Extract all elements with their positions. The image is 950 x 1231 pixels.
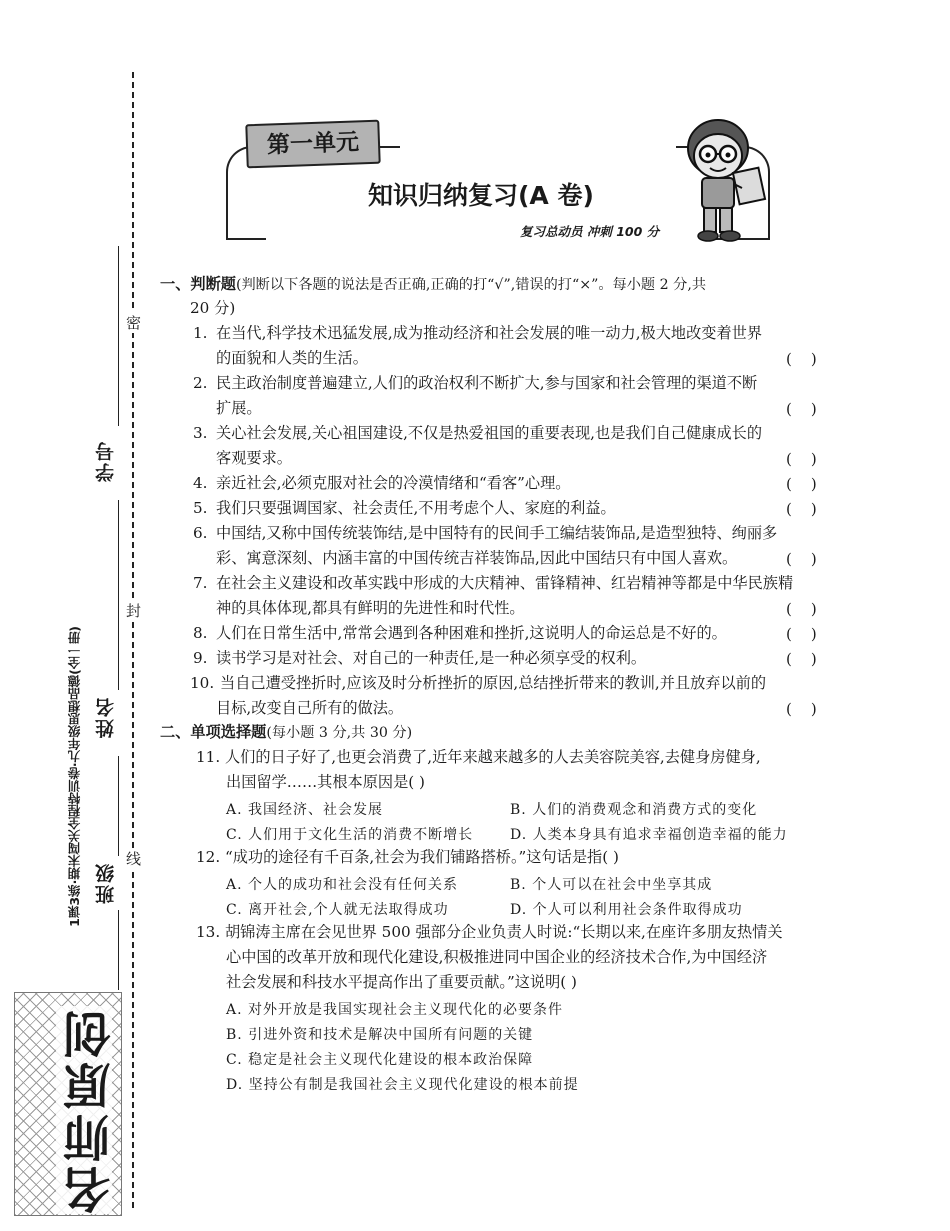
section1-instruction-cont: 20 分) [190, 299, 236, 317]
q1-line2: 的面貌和人类的生活。 [216, 349, 368, 367]
q11-line2: 出国留学……其根本原因是( ) [226, 773, 425, 791]
q13-option-c[interactable]: C. 稳定是社会主义现代化建设的根本政治保障 [226, 1052, 534, 1068]
q6-number: 6. [193, 524, 208, 542]
q13-option-d[interactable]: D. 坚持公有制是我国社会主义现代化建设的根本前提 [226, 1077, 579, 1093]
q6-line2: 彩、寓意深刻、内涵丰富的中国传统吉祥装饰品,因此中国结只有中国人喜欢。 [216, 549, 738, 567]
q12-option-d[interactable]: D. 个人可以利用社会条件取得成功 [510, 902, 743, 918]
q12-line1: 12. “成功的途径有千百条,社会为我们铺路搭桥。”这句话是指( ) [196, 848, 619, 866]
q6-line1: 中国结,又称中国传统装饰结,是中国特有的民间手工编结装饰品,是造型独特、绚丽多 [216, 524, 778, 542]
q5-answer-blank[interactable]: ( ) [786, 500, 817, 518]
name-label: 姓名 [95, 696, 117, 738]
q1-number: 1. [193, 324, 208, 342]
q13-line2: 心中国的改革开放和现代化建设,积极推进同中国企业的经济技术合作,为中国经济 [226, 948, 768, 966]
q3-number: 3. [193, 424, 208, 442]
frame-gap [376, 140, 676, 152]
q10-line2: 目标,改变自己所有的做法。 [216, 699, 404, 717]
section1-line1 [160, 276, 706, 294]
q7-number: 7. [193, 574, 208, 592]
q8-answer-blank[interactable]: ( ) [786, 625, 817, 643]
q3-line1: 关心社会发展,关心祖国建设,不仅是热爱祖国的重要表现,也是我们自己健康成长的 [216, 424, 763, 442]
student-id-label: 学号 [95, 440, 117, 482]
section1-heading: 一、判断题 [160, 275, 236, 293]
q10-number: 10. [190, 674, 215, 692]
class-label: 班级 [95, 862, 117, 904]
q12-option-c[interactable]: C. 离开社会,个人就无法取得成功 [226, 902, 449, 918]
book-title: 1课3练·期末闯关全程特训卷·九年级思想品德(全一册) [67, 626, 82, 927]
brand-logo-text: 名师原创 [56, 1006, 112, 1214]
cartoon-student-icon [672, 110, 772, 245]
q1-answer-blank[interactable]: ( ) [786, 350, 817, 368]
q8-line1: 人们在日常生活中,常常会遇到各种困难和挫折,这说明人的命运总是不好的。 [216, 624, 727, 642]
class-line-lower [118, 910, 119, 990]
q2-number: 2. [193, 374, 208, 392]
q12-option-a[interactable]: A. 个人的成功和社会没有任何关系 [226, 877, 459, 893]
q11-option-a[interactable]: A. 我国经济、社会发展 [226, 802, 384, 818]
q5-line1: 我们只要强调国家、社会责任,不用考虑个人、家庭的利益。 [216, 499, 616, 517]
section2-line1 [160, 724, 412, 742]
q11-option-b[interactable]: B. 人们的消费观念和消费方式的变化 [510, 802, 758, 818]
q7-line2: 神的具体体现,都具有鲜明的先进性和时代性。 [216, 599, 525, 617]
binding-dashed-line [132, 72, 134, 1208]
student-id-line [118, 246, 119, 426]
q2-answer-blank[interactable]: ( ) [786, 400, 817, 418]
q13-option-b[interactable]: B. 引进外资和技术是解决中国所有问题的关键 [226, 1027, 534, 1043]
class-line [118, 756, 119, 856]
q7-answer-blank[interactable]: ( ) [786, 600, 817, 618]
q2-line2: 扩展。 [216, 399, 262, 417]
q5-number: 5. [193, 499, 208, 517]
unit-tag: 第一单元 [245, 120, 380, 169]
q9-number: 9. [193, 649, 208, 667]
q13-line3: 社会发展和科技水平提高作出了重要贡献。”这说明( ) [226, 973, 577, 991]
q7-line1: 在社会主义建设和改革实践中形成的大庆精神、雷锋精神、红岩精神等都是中华民族精 [216, 574, 794, 592]
q13-option-a[interactable]: A. 对外开放是我国实现社会主义现代化的必要条件 [226, 1002, 564, 1018]
q6-answer-blank[interactable]: ( ) [786, 550, 817, 568]
page-subtitle: 复习总动员 冲刺 100 分 [520, 224, 660, 239]
q11-line1: 11. 人们的日子好了,也更会消费了,近年来越来越多的人去美容院美容,去健身房健身, [196, 748, 761, 766]
frame-bottom-left [226, 238, 266, 240]
q13-line1: 13. 胡锦涛主席在会见世界 500 强部分企业负责人时说:“长期以来,在座许多朋友热情关 [196, 923, 783, 941]
q9-answer-blank[interactable]: ( ) [786, 650, 817, 668]
q4-number: 4. [193, 474, 208, 492]
q4-line1: 亲近社会,必须克服对社会的冷漠情绪和“看客”心理。 [216, 474, 571, 492]
page-title: 知识归纳复习(A 卷) [368, 181, 594, 210]
q10-answer-blank[interactable]: ( ) [786, 700, 817, 718]
section2-instruction: (每小题 3 分,共 30 分) [266, 725, 413, 741]
q3-answer-blank[interactable]: ( ) [786, 450, 817, 468]
seal-char-feng: 封 [126, 602, 142, 620]
q2-line1: 民主政治制度普遍建立,人们的政治权利不断扩大,参与国家和社会管理的渠道不断 [216, 374, 758, 392]
name-line [118, 500, 119, 690]
q12-option-b[interactable]: B. 个人可以在社会中坐享其成 [510, 877, 713, 893]
q10-line1: 当自己遭受挫折时,应该及时分析挫折的原因,总结挫折带来的教训,并且放弃以前的 [220, 674, 767, 692]
q1-line1: 在当代,科学技术迅猛发展,成为推动经济和社会发展的唯一动力,极大地改变着世界 [216, 324, 763, 342]
q11-option-d[interactable]: D. 人类本身具有追求幸福创造幸福的能力 [510, 827, 788, 843]
section1-instruction: (判断以下各题的说法是否正确,正确的打“√”,错误的打“×”。每小题 2 分,共 [235, 277, 707, 293]
q3-line2: 客观要求。 [216, 449, 292, 467]
section2-heading: 二、单项选择题 [160, 723, 267, 741]
q11-option-c[interactable]: C. 人们用于文化生活的消费不断增长 [226, 827, 474, 843]
q9-line1: 读书学习是对社会、对自己的一种责任,是一种必须享受的权利。 [216, 649, 647, 667]
seal-char-xian: 线 [126, 850, 142, 868]
q4-answer-blank[interactable]: ( ) [786, 475, 817, 493]
seal-char-mi: 密 [126, 314, 142, 332]
q8-number: 8. [193, 624, 208, 642]
